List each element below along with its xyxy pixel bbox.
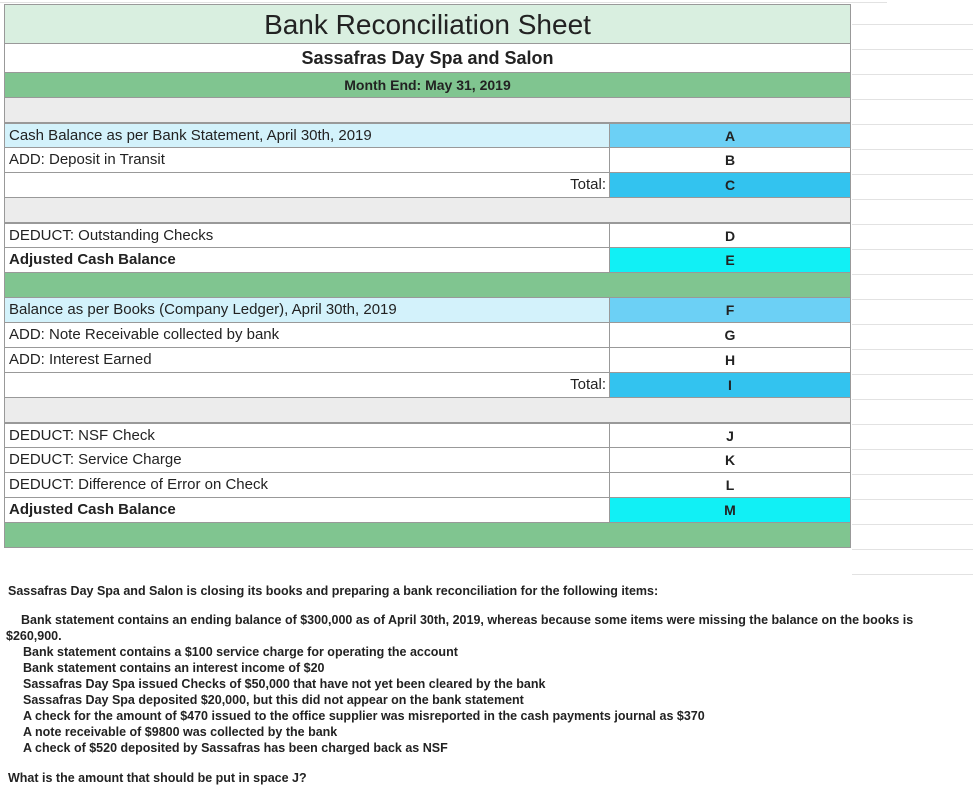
row-label: Total: xyxy=(5,173,610,197)
cell-code-l[interactable]: L xyxy=(725,477,735,493)
table-row-nsf-check[interactable] xyxy=(4,423,851,448)
table-row-bank-balance[interactable] xyxy=(4,123,851,148)
table-row-bank-total[interactable] xyxy=(4,173,851,198)
row-label: DEDUCT: Service Charge xyxy=(5,448,610,472)
table-row-book-total[interactable] xyxy=(4,373,851,398)
cell-code-c[interactable]: C xyxy=(610,173,850,197)
row-label: DEDUCT: Difference of Error on Check xyxy=(5,473,610,497)
spacer-row xyxy=(4,398,851,423)
problem-item: Bank statement contains an interest income of $20 xyxy=(23,661,325,675)
problem-item: Sassafras Day Spa deposited $20,000, but this did not appear on the bank statement xyxy=(23,693,524,707)
row-label: DEDUCT: NSF Check xyxy=(5,424,610,447)
row-label: ADD: Note Receivable collected by bank xyxy=(5,323,610,347)
table-row-interest-earned[interactable] xyxy=(4,348,851,373)
table-row-note-receivable[interactable] xyxy=(4,323,851,348)
cell-code-j[interactable]: J xyxy=(726,428,734,444)
row-label: Adjusted Cash Balance xyxy=(5,498,610,522)
cell-code-h[interactable]: H xyxy=(724,352,736,368)
sheet-title: Bank Reconciliation Sheet xyxy=(4,4,851,44)
problem-text xyxy=(8,584,970,785)
cell-code-k[interactable]: K xyxy=(724,452,736,468)
problem-item: A check for the amount of $470 issued to the office supplier was misreported in the cash payments journal as $370 xyxy=(23,709,705,723)
row-label: Total: xyxy=(5,373,610,397)
problem-list xyxy=(23,644,970,756)
spreadsheet-gridlines xyxy=(852,0,973,575)
cell-code-a[interactable]: A xyxy=(610,124,850,147)
cell-code-d[interactable]: D xyxy=(724,228,736,244)
cell-code-e[interactable]: E xyxy=(610,248,850,272)
table-row-deposit-transit[interactable] xyxy=(4,148,851,173)
row-label: DEDUCT: Outstanding Checks xyxy=(5,224,610,247)
row-label: ADD: Deposit in Transit xyxy=(5,148,610,172)
table-row-book-adjusted[interactable] xyxy=(4,498,851,523)
spacer-row xyxy=(4,98,851,123)
spacer-row-green xyxy=(4,273,851,298)
table-row-service-charge[interactable] xyxy=(4,448,851,473)
cell-code-f[interactable]: F xyxy=(610,298,850,322)
cell-code-m[interactable]: M xyxy=(610,498,850,522)
problem-item: Bank statement contains a $100 service charge for operating the account xyxy=(23,645,458,659)
row-label: Cash Balance as per Bank Statement, April 30th, 2019 xyxy=(5,124,610,147)
row-label: Balance as per Books (Company Ledger), April 30th, 2019 xyxy=(5,298,610,322)
problem-intro: Sassafras Day Spa and Salon is closing its books and preparing a bank reconciliation for the following items: xyxy=(8,584,659,598)
cell-code-g[interactable]: G xyxy=(724,327,736,343)
table-row-outstanding-checks[interactable] xyxy=(4,223,851,248)
spreadsheet-top-line xyxy=(0,2,887,3)
table-row-bank-adjusted[interactable] xyxy=(4,248,851,273)
month-end: Month End: May 31, 2019 xyxy=(4,73,851,98)
table-row-error-check[interactable] xyxy=(4,473,851,498)
cell-code-b[interactable]: B xyxy=(724,152,736,168)
row-label: ADD: Interest Earned xyxy=(5,348,610,372)
table-row-book-balance[interactable] xyxy=(4,298,851,323)
problem-item: Bank statement contains an ending balance of $300,000 as of April 30th, 2019, whereas because some items were missing the balance on the books is $260,900. xyxy=(6,613,914,643)
problem-item: Sassafras Day Spa issued Checks of $50,000 that have not yet been cleared by the bank xyxy=(23,677,546,691)
spacer-row xyxy=(4,198,851,223)
company-name: Sassafras Day Spa and Salon xyxy=(4,44,851,73)
cell-code-i[interactable]: I xyxy=(610,373,850,397)
row-label: Adjusted Cash Balance xyxy=(5,248,610,272)
problem-item: A note receivable of $9800 was collected by the bank xyxy=(23,725,338,739)
problem-item: A check of $520 deposited by Sassafras has been charged back as NSF xyxy=(23,741,448,755)
problem-question: What is the amount that should be put in space J? xyxy=(8,771,307,785)
spacer-row-green xyxy=(4,523,851,548)
